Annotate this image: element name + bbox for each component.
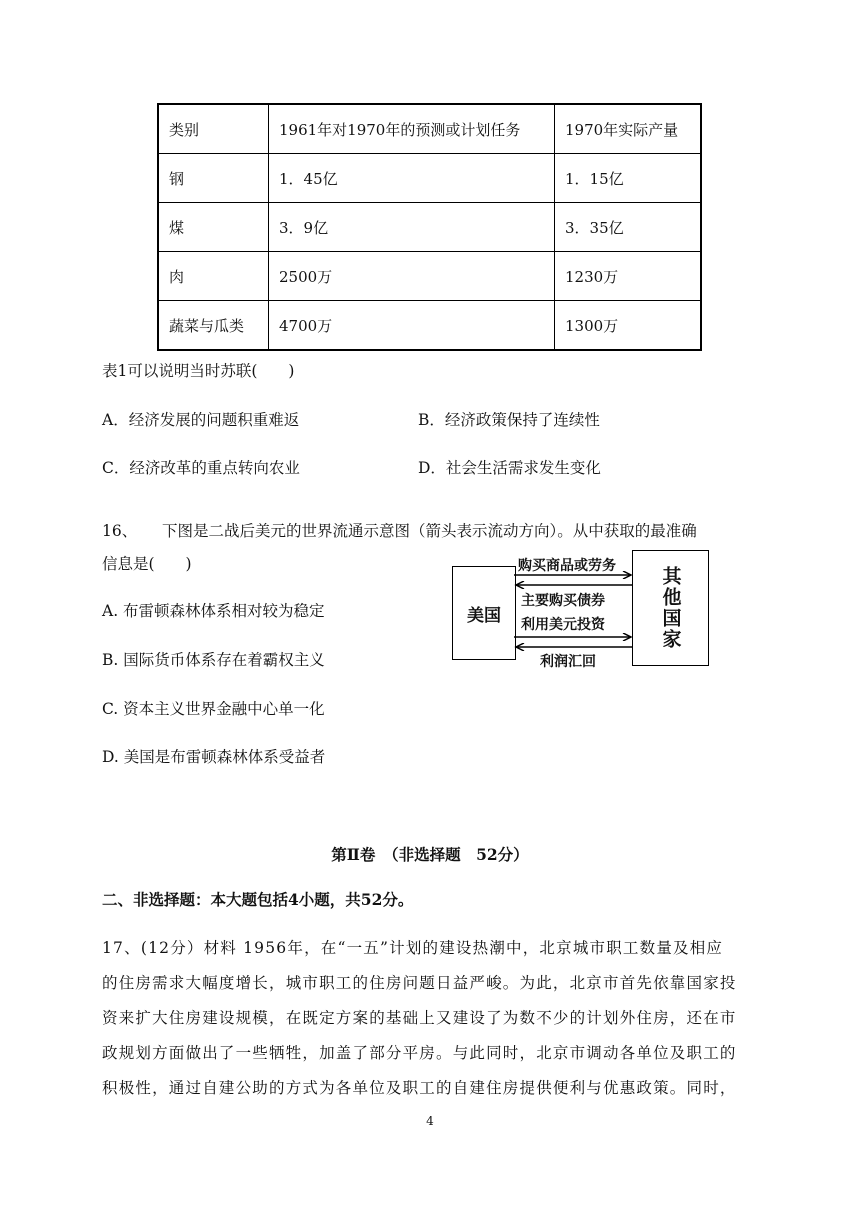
q17-line1: 17、(12分）材料 1956年，在“一五”计划的建设热潮中，北京城市职工数量及相应 [102, 939, 724, 957]
production-table [157, 103, 702, 351]
table-cell: 煤 [158, 203, 269, 252]
section-title: 第Ⅱ卷 （非选择题 52分） [331, 845, 529, 864]
flow-label-bonds: 主要购买债券 [521, 593, 605, 609]
section-heading: 二、非选择题：本大题包括4小题，共52分。 [102, 890, 414, 909]
q15-option-b[interactable]: B．经济政策保持了连续性 [418, 411, 600, 429]
q15-stem: 表1可以说明当时苏联( ) [102, 362, 295, 380]
table-cell: 蔬菜与瓜类 [158, 301, 269, 351]
table-cell: 4700万 [269, 301, 555, 351]
flow-label-profits: 利润汇回 [540, 654, 596, 670]
table-header-cell: 1970年实际产量 [555, 104, 702, 154]
q16-number: 16、 [102, 522, 138, 540]
table-header-cell: 1961年对1970年的预测或计划任务 [269, 104, 555, 154]
arrow-right-icon [514, 633, 633, 641]
table-cell: 2500万 [269, 252, 555, 301]
table-header-cell: 类别 [158, 104, 269, 154]
q15-option-a[interactable]: A．经济发展的问题积重难返 [102, 411, 300, 429]
table-cell: 1．15亿 [555, 154, 702, 203]
q16-option-a[interactable]: A. 布雷顿森林体系相对较为稳定 [102, 602, 325, 620]
flow-label-investment: 利用美元投资 [521, 617, 605, 633]
table-row [158, 154, 701, 203]
q17-line2: 的住房需求大幅度增长，城市职工的住房问题日益严峻。为此，北京市首先依靠国家投 [102, 974, 737, 992]
dollar-flow-diagram [450, 548, 712, 670]
table-row [158, 203, 701, 252]
arrow-left-icon [514, 581, 633, 589]
q15-option-c[interactable]: C．经济改革的重点转向农业 [102, 459, 300, 477]
q15-option-d[interactable]: D．社会生活需求发生变化 [418, 459, 601, 477]
table-header-row [158, 104, 701, 154]
table-row [158, 301, 701, 351]
q17-line5: 积极性，通过自建公助的方式为各单位及职工的自建住房提供便利与优惠政策。同时， [102, 1079, 737, 1097]
other-countries-box [632, 550, 709, 666]
table-cell: 肉 [158, 252, 269, 301]
table-row [158, 252, 701, 301]
q16-stem-line2: 信息是( ) [102, 555, 192, 573]
usa-box [452, 566, 516, 660]
q17-line3: 资来扩大住房建设规模，在既定方案的基础上又建设了为数不少的计划外住房，还在市 [102, 1009, 737, 1027]
flow-label-purchase: 购买商品或劳务 [518, 558, 616, 574]
q17-line4: 政规划方面做出了一些牺牲，加盖了部分平房。与此同时，北京市调动各单位及职工的 [102, 1044, 737, 1062]
table-cell: 1300万 [555, 301, 702, 351]
arrow-right-icon [514, 571, 633, 579]
q16-stem-line1: 下图是二战后美元的世界流通示意图（箭头表示流动方向）。从中获取的最准确 [162, 522, 697, 540]
table-cell: 钢 [158, 154, 269, 203]
arrow-left-icon [514, 643, 633, 651]
page-number: 4 [426, 1114, 434, 1128]
q16-option-c[interactable]: C. 资本主义世界金融中心单一化 [102, 700, 325, 718]
q16-option-b[interactable]: B. 国际货币体系存在着霸权主义 [102, 651, 325, 669]
other-countries-box-label: 其他国家 [659, 566, 682, 650]
table-cell: 1230万 [555, 252, 702, 301]
table-cell: 1．45亿 [269, 154, 555, 203]
q16-option-d[interactable]: D. 美国是布雷顿森林体系受益者 [102, 748, 326, 766]
table-cell: 3．35亿 [555, 203, 702, 252]
usa-box-label: 美国 [467, 605, 501, 626]
table-cell: 3．9亿 [269, 203, 555, 252]
